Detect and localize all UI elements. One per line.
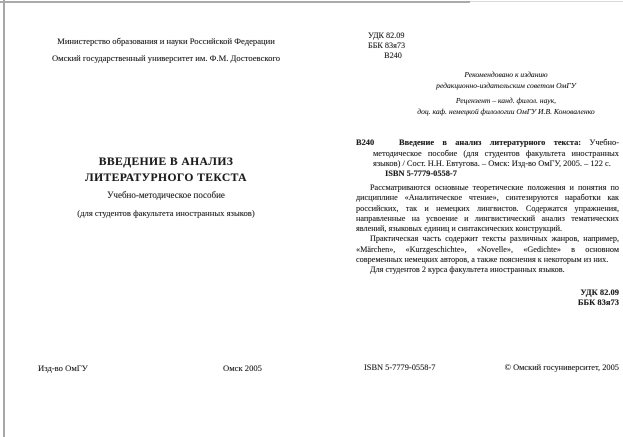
reviewer-note (393, 96, 619, 117)
annotation-paragraph-3: Для студентов 2 курса факультета иностранных языков. (370, 265, 565, 275)
scan-edge-left (3, 0, 5, 437)
publisher: Изд-во ОмГУ (38, 363, 88, 373)
isbn-entry: ISBN 5-7779-0558-7 (385, 169, 457, 178)
book-title-line2: ЛИТЕРАТУРНОГО ТЕКСТА (85, 170, 247, 184)
book-title-line1: ВВЕДЕНИЕ В АНАЛИЗ (98, 155, 234, 168)
bbk-bottom: ББК 83я73 (577, 297, 619, 308)
book-title (18, 154, 314, 185)
left-page-header (18, 33, 314, 67)
classification-codes-bottom (480, 287, 619, 308)
audience-note: (для студентов факультета иностранных языков) (77, 208, 255, 218)
author-sign-top: В240 (384, 51, 402, 60)
recommendation-line2: редакционно-издательским советом ОмГУ (436, 80, 576, 90)
scan-edge-top-faint (470, 1, 623, 2)
udk-bottom: УДК 82.09 (580, 287, 619, 297)
recommendation-line1: Рекомендовано к изданию (464, 70, 548, 79)
scan-edge-top (0, 1, 470, 3)
reviewer-line1: Рецензент – канд. филол. наук, (455, 96, 557, 105)
recommendation-note (393, 70, 619, 91)
copyright-notice: © Омский госуниверситет, 2005 (504, 363, 619, 372)
university-line: Омский государственный университет им. Ф.М. Достоевского (51, 53, 281, 63)
classification-codes-top (368, 31, 418, 61)
ministry-line: Министерство образования и науки Российской Федерации (57, 36, 275, 46)
biblio-title: Введение в анализ литературного текста: (399, 138, 582, 147)
bibliographic-entry (373, 138, 619, 170)
annotation-paragraph-2: Практическая часть содержит тексты различных жанров, например, «Märchen», «Kurzgeschichte», «Novelle», «Gedichte» в основном современных немецких авторов, а также пояснения к некоторым из них. (356, 234, 619, 265)
reviewer-line2: доц. каф. немецкой филологии ОмГУ И.В. Коноваленко (417, 106, 595, 116)
biblio-details: Учебно-методическое пособие (для студентов факультета иностранных языков) / Сост. Н.Н. Евтугова. – Омск: Изд-во ОмГУ, 2005. – 122 с. (373, 138, 619, 169)
isbn-footer: ISBN 5-7779-0558-7 (364, 363, 436, 372)
annotation-paragraph-1: Рассматриваются основные теоретические положения и понятия по дисциплине «Аналитическое чтение», синтезируются наработки как российских, так и немецких лингвистов. Содержатся упражнения, направленные на усвоение и лингвистический анализ тематических явлений, языковых единиц и синтаксических конструкций. (356, 183, 619, 234)
bbk-top: ББК 83я73 (368, 41, 406, 50)
annotation (356, 183, 619, 276)
book-subtitle: Учебно-методическое пособие (107, 190, 225, 200)
author-sign-biblio: В240 (356, 138, 375, 147)
udk-top: УДК 82.09 (368, 31, 405, 40)
city-year: Омск 2005 (223, 363, 262, 373)
